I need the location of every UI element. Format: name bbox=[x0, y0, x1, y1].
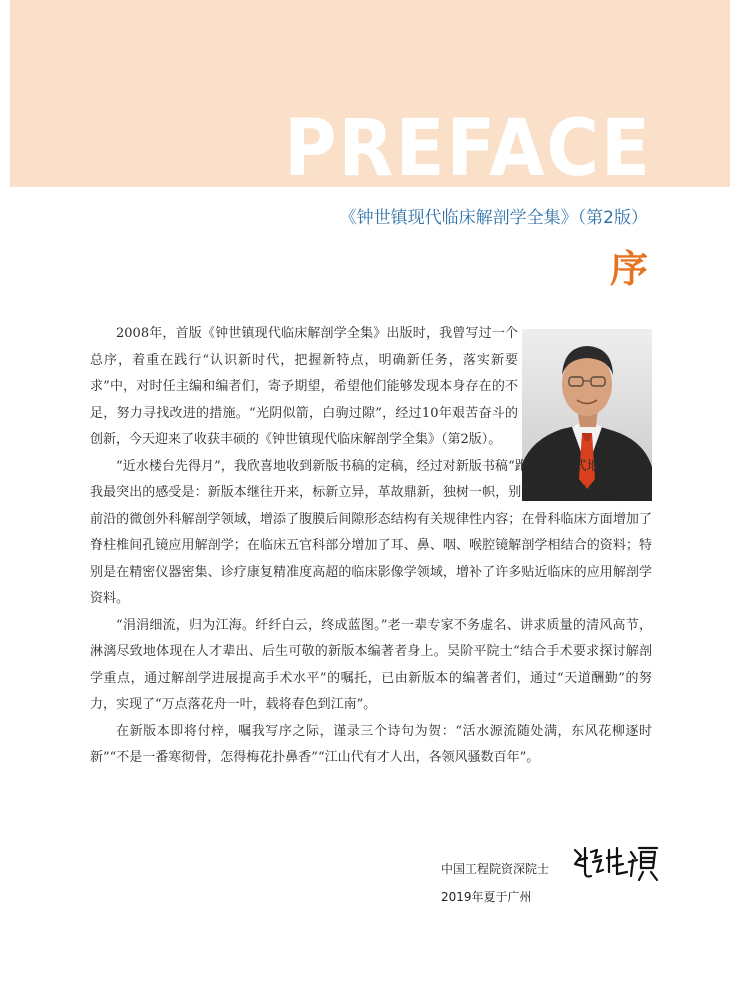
date-place: 2019年夏于广州 bbox=[441, 890, 532, 904]
paragraph-3: “涓涓细流，归为江海。纤纤白云，终成蓝图。”老一辈专家不务虚名、讲求质量的清风高节，淋漓尽致地体现在人才辈出、后生可敬的新版本编著者身上。吴阶平院士“结合手术要求探讨解剖学重点，通过解剖学进展提高手术水平”的嘱托，已由新版本的编著者们，通过“天道酬勤”的努力，实现了“万点落花舟一叶，载将春色到江南”。 bbox=[90, 617, 652, 712]
preface-heading: PREFACE bbox=[284, 104, 652, 194]
paragraph-4: 在新版本即将付梓，嘱我写序之际，谨录三个诗句为贺：“活水源流随处满，东风花柳逐时新”“不是一番寒彻骨，怎得梅花扑鼻香”“江山代有才人出，各领风骚数百年”。 bbox=[90, 723, 652, 765]
book-title: 《钟世镇现代临床解剖学全集》（第2版） bbox=[339, 208, 648, 228]
academician-title: 中国工程院资深院士 bbox=[441, 862, 550, 876]
handwritten-signature bbox=[571, 842, 661, 884]
header-banner bbox=[10, 0, 730, 194]
paragraph-2: “近水楼台先得月”，我欣喜地收到新版书稿的定稿，经过对新版书稿“跑马观花”式地浏览后，我最突出的感受是：新版本继往开来，标新立异，革故鼎新，独树一帜，别具匠心。例如：在临床前沿的微创外科解剖学领域，增添了腹膜后间隙形态结构有关规律性内容；在骨科临床方面增加了脊柱椎间孔镜应用解剖学；在临床五官科部分增加了耳、鼻、咽、喉腔镜解剖学相结合的资料；特别是在精密仪器密集、诊疗康复精准度高超的临床影像学领域，增补了许多贴近临床的应用解剖学资料。 bbox=[90, 458, 652, 606]
section-title: 序 bbox=[609, 247, 648, 291]
paragraph-1: 2008年，首版《钟世镇现代临床解剖学全集》出版时，我曾写过一个总序，着重在践行“认识新时代，把握新特点，明确新任务，落实新要求”中，对时任主编和编者们，寄予期望，希望他们能够发现本身存在的不足，努力寻找改进的措施。“光阴似箭，白驹过隙”，经过10年艰苦奋斗的创新，今天迎来了收获丰硕的《钟世镇现代临床解剖学全集》（第2版）。 bbox=[90, 326, 518, 447]
preface-body bbox=[90, 321, 652, 772]
